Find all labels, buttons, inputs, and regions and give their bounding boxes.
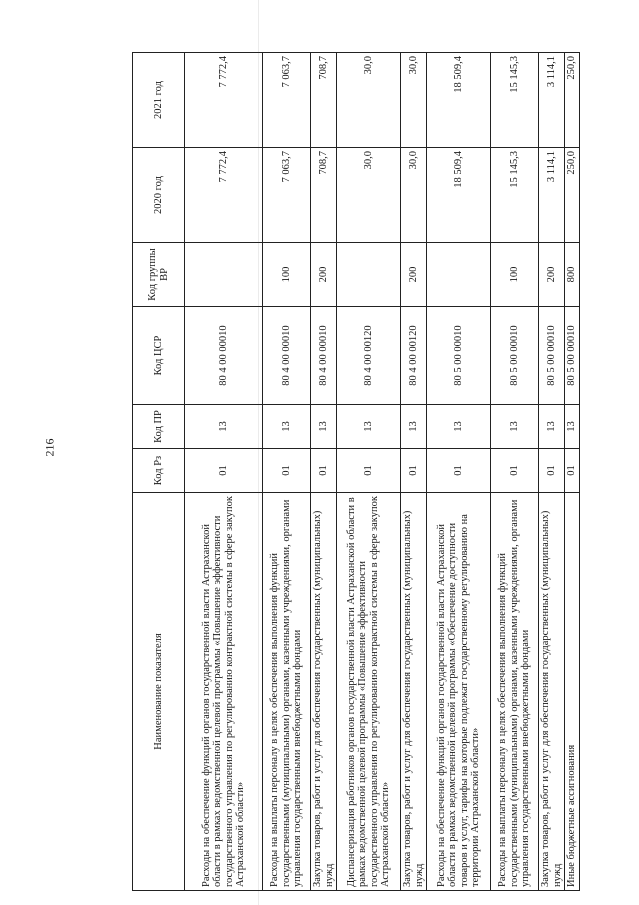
row-pr: 13: [539, 405, 565, 449]
row-vr: 800: [565, 243, 580, 307]
row-2021: 18 509,4: [427, 53, 491, 148]
row-2021: 15 145,3: [491, 53, 539, 148]
table-row: [401, 53, 427, 891]
row-name: Расходы на выплаты персоналу в целях обеспечения выполнения функций государственными (муниципальными) органами, казенными учреждениями, органами управления государственными внебюджетными фондами: [263, 493, 311, 891]
row-name: Закупка товаров, работ и услуг для обеспечения государственных (муниципальных) нужд: [311, 493, 337, 891]
table-row: [337, 53, 401, 891]
row-pr: 13: [311, 405, 337, 449]
row-2020: 7 063,7: [263, 148, 311, 243]
row-2021: 7 772,4: [185, 53, 263, 148]
header-pr: Код ПР: [133, 405, 185, 449]
row-pr: 13: [401, 405, 427, 449]
row-csr: 80 4 00 00010: [311, 307, 337, 405]
row-pr: 13: [491, 405, 539, 449]
row-rz: 01: [539, 449, 565, 493]
row-2020: 708,7: [311, 148, 337, 243]
row-rz: 01: [185, 449, 263, 493]
row-rz: 01: [491, 449, 539, 493]
header-2021: 2021 год: [133, 53, 185, 148]
row-pr: 13: [565, 405, 580, 449]
row-vr: 200: [401, 243, 427, 307]
row-pr: 13: [427, 405, 491, 449]
row-rz: 01: [401, 449, 427, 493]
row-rz: 01: [311, 449, 337, 493]
row-2021: 250,0: [565, 53, 580, 148]
row-csr: 80 5 00 00010: [427, 307, 491, 405]
row-pr: 13: [263, 405, 311, 449]
table-row: [311, 53, 337, 891]
header-2020: 2020 год: [133, 148, 185, 243]
row-vr: [427, 243, 491, 307]
table-row: [185, 53, 263, 891]
row-2020: 18 509,4: [427, 148, 491, 243]
table-row: [539, 53, 565, 891]
row-name: Закупка товаров, работ и услуг для обеспечения государственных (муниципальных) нужд: [401, 493, 427, 891]
table-row: [565, 53, 580, 891]
row-csr: 80 4 00 00120: [337, 307, 401, 405]
row-csr: 80 5 00 00010: [491, 307, 539, 405]
table-row: [491, 53, 539, 891]
budget-table: [132, 52, 580, 891]
row-name: Закупка товаров, работ и услуг для обеспечения государственных (муниципальных) нужд: [539, 493, 565, 891]
row-2021: 30,0: [337, 53, 401, 148]
row-csr: 80 4 00 00120: [401, 307, 427, 405]
row-vr: 200: [539, 243, 565, 307]
row-pr: 13: [337, 405, 401, 449]
row-vr: 100: [263, 243, 311, 307]
row-2021: 30,0: [401, 53, 427, 148]
page-number: 216: [42, 438, 57, 457]
row-2020: 250,0: [565, 148, 580, 243]
header-csr: Код ЦСР: [133, 307, 185, 405]
row-2020: 30,0: [337, 148, 401, 243]
row-2020: 15 145,3: [491, 148, 539, 243]
row-vr: [337, 243, 401, 307]
row-pr: 13: [185, 405, 263, 449]
row-2020: 7 772,4: [185, 148, 263, 243]
table-row: [263, 53, 311, 891]
row-name: Иные бюджетные ассигнования: [565, 493, 580, 891]
row-csr: 80 4 00 00010: [263, 307, 311, 405]
row-name: Расходы на обеспечение функций органов государственной власти Астраханской области в рамках ведомственной целевой программы «Повышение эффективности государственного управления по регулированию контрактной системы в сфере закупок Астраханской области»: [185, 493, 263, 891]
row-csr: 80 4 00 00010: [185, 307, 263, 405]
table-row: [427, 53, 491, 891]
row-csr: 80 5 00 00010: [565, 307, 580, 405]
row-rz: 01: [565, 449, 580, 493]
row-rz: 01: [427, 449, 491, 493]
table-header-row: [133, 53, 185, 891]
row-name: Диспансеризация работников органов государственной власти Астраханской области в рамках ведомственной целевой программы «Повышение эффективности государственного управления по регулированию контрактной системы в сфере закупок Астраханской области»: [337, 493, 401, 891]
row-rz: 01: [263, 449, 311, 493]
header-vr: Код группы ВР: [133, 243, 185, 307]
row-vr: 200: [311, 243, 337, 307]
header-rz: Код Рз: [133, 449, 185, 493]
row-2021: 7 063,7: [263, 53, 311, 148]
row-2020: 30,0: [401, 148, 427, 243]
row-2021: 3 114,1: [539, 53, 565, 148]
row-2021: 708,7: [311, 53, 337, 148]
row-csr: 80 5 00 00010: [539, 307, 565, 405]
row-name: Расходы на обеспечение функций органов государственной власти Астраханской области в рамках ведомственной целевой программы «Обеспечение доступности товаров и услуг, тарифы на которые подлежат государственному регулированию на территории Астраханской области»: [427, 493, 491, 891]
budget-table-rotated: [132, 53, 577, 891]
row-name: Расходы на выплаты персоналу в целях обеспечения выполнения функций государственными (муниципальными) органами, казенными учреждениями, органами управления государственными внебюджетными фондами: [491, 493, 539, 891]
row-vr: [185, 243, 263, 307]
header-name: Наименование показателя: [133, 493, 185, 891]
row-2020: 3 114,1: [539, 148, 565, 243]
row-vr: 100: [491, 243, 539, 307]
row-rz: 01: [337, 449, 401, 493]
